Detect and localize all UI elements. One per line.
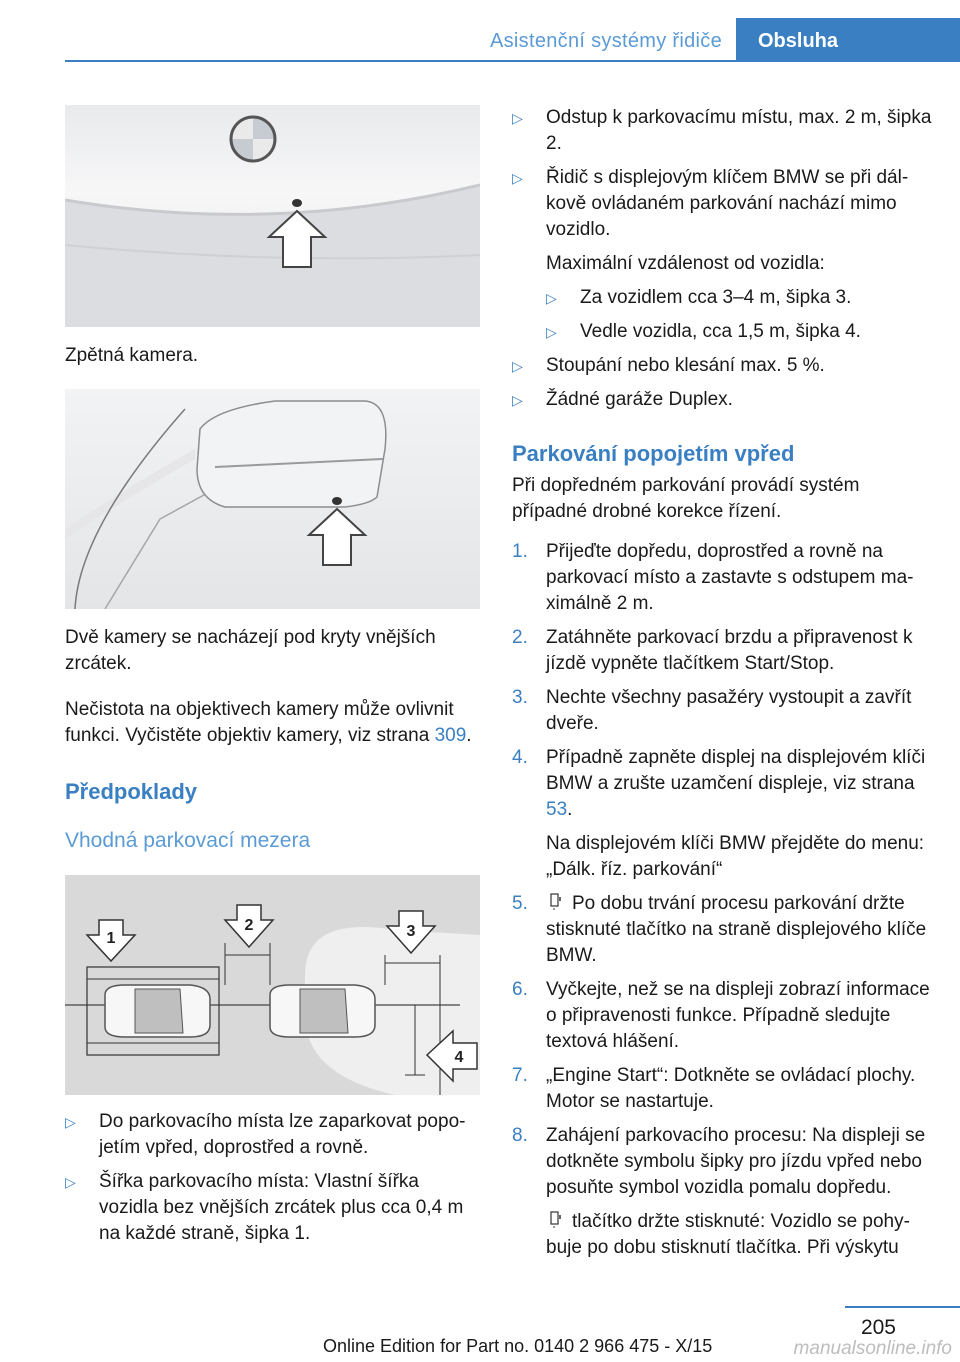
diagram-label-2: 2 — [244, 917, 254, 934]
rear-camera-illustration — [65, 105, 480, 327]
step-8-note: tlačítko držte stisknuté: Vozidlo se pohybuje po dobu stisknutí tlačítka. Při výskytu — [546, 1211, 910, 1258]
list-item: ▷ Do parkovacího místa lze zaparkovat popojetím vpřed, doprostřed a rovně. — [65, 1111, 466, 1158]
step-item: 2. Zatáhněte parkovací brzdu a připravenost k jízdě vypněte tlačítkem Start/Stop. — [512, 627, 913, 674]
diagram-label-4: 4 — [454, 1049, 464, 1066]
parking-space-diagram — [65, 875, 480, 1095]
list-item: ▷ Řidič s displejovým klíčem BMW se při dálkově ovládaném parkování nachází mimo vozidlo. Maximální vzdálenost od vozidla: ▷ Za vozidlem cca 3–4 m, šipka 3. ▷ Vedle vozidla, cca 1,5 m, šipka 4. — [512, 165, 932, 345]
intro-paragraph: Při dopředném parkování provádí systém případné drobné korekce řízení. — [512, 475, 860, 522]
heading-predpoklady: Předpoklady — [65, 779, 198, 804]
side-button-icon — [550, 893, 562, 911]
step-item: 4. Případně zapněte displej na displejovém klíči BMW a zrušte uzamčení displeje, viz strana 53. Na displejovém klíči BMW přejděte do menu: „Dálk. říz. parkování“ — [512, 745, 932, 883]
triangle-bullet-icon: ▷ — [512, 358, 523, 374]
triangle-bullet-icon: ▷ — [546, 324, 557, 340]
header-section-title: Asistenční systémy řidiče — [489, 30, 722, 52]
car-2-icon — [270, 985, 375, 1037]
list-item: ▷ Odstup k parkovacímu místu, max. 2 m, šipka 2. — [512, 107, 932, 154]
max-distance-label: Maximální vzdálenost od vozidla: — [546, 253, 825, 274]
left-column — [65, 105, 480, 1255]
step-item: 6. Vyčkejte, než se na displeji zobrazí informace o připravenosti funkce. Případně sledujte textová hlášení. — [512, 979, 930, 1052]
steps-list — [512, 539, 932, 1261]
diagram-label-3: 3 — [406, 923, 416, 940]
diagram-label-1: 1 — [106, 930, 116, 947]
page-link-309[interactable]: 309 — [434, 725, 467, 746]
caption-rear-camera: Zpětná kamera. — [65, 345, 199, 366]
requirements-list-left — [65, 1109, 480, 1247]
step-item: 7. „Engine Start“: Dotkněte se ovládací plochy. Motor se nastartuje. — [512, 1065, 916, 1112]
triangle-bullet-icon: ▷ — [512, 170, 523, 186]
side-mirror-illustration — [65, 389, 480, 609]
triangle-bullet-icon: ▷ — [512, 392, 523, 408]
step-4-note: Na displejovém klíči BMW přejděte do menu: „Dálk. říz. parkování“ — [546, 833, 925, 880]
parking-diagram-illustration — [65, 875, 480, 1095]
page-link-53[interactable]: 53 — [546, 799, 568, 820]
page-number: 205 — [860, 1316, 896, 1339]
triangle-bullet-icon: ▷ — [546, 290, 557, 306]
side-button-icon — [550, 1211, 562, 1229]
step-item: 1. Přijeďte dopředu, doprostřed a rovně na parkovací místo a zastavte s odstupem maximálně 2 m. — [512, 541, 914, 614]
right-column — [512, 105, 932, 1269]
list-item: ▷ Za vozidlem cca 3–4 m, šipka 3. — [546, 285, 932, 311]
footer-rule — [845, 1306, 960, 1308]
step-item: 3. Nechte všechny pasažéry vystoupit a zavřít dveře. — [512, 687, 912, 734]
heading-parkovani-vpred: Parkování popojetím vpřed — [512, 441, 795, 466]
heading-vhodna-mezera: Vhodná parkovací mezera — [65, 829, 311, 852]
arrow-up-icon — [309, 509, 365, 565]
side-camera-figure — [65, 389, 480, 609]
header-tab-obsluha — [736, 18, 960, 62]
header-tab-label: Obsluha — [758, 30, 839, 52]
rear-camera-figure — [65, 105, 480, 327]
list-item: ▷ Šířka parkovacího místa: Vlastní šířka vozidla bez vnějších zrcátek plus cca 0,4 m na každé straně, šipka 1. — [65, 1171, 464, 1244]
triangle-bullet-icon: ▷ — [65, 1114, 76, 1130]
distance-sublist — [546, 285, 932, 345]
triangle-bullet-icon: ▷ — [512, 110, 523, 126]
caption-side-cameras: Dvě kamery se nacházejí pod kryty vnějších zrcátek. — [65, 627, 436, 674]
step-item: 8. Zahájení parkovacího procesu: Na displeji se dotkněte symbolu šipky pro jízdu vpřed nebo posuňte symbol vozidla pomalu dopředu. tlačítko držte stisknuté: Vozidlo se pohybuje po dobu stisknutí tlačítka. Při výskytu — [512, 1123, 932, 1261]
list-item: ▷ Vedle vozidla, cca 1,5 m, šipka 4. — [546, 319, 932, 345]
step-item: 5. Po dobu trvání procesu parkování držte stisknuté tlačítko na straně displejového klíče BMW. — [512, 893, 927, 966]
camera-lens-icon — [292, 199, 302, 207]
list-item: ▷ Žádné garáže Duplex. — [512, 387, 932, 413]
camera-lens-icon — [332, 497, 342, 505]
car-1-icon — [105, 985, 210, 1037]
requirements-list-right — [512, 105, 932, 413]
footer-edition: Online Edition for Part no. 0140 2 966 475 - X/15 — [323, 1336, 713, 1356]
camera-cleaning-note: Nečistota na objektivech kamery může ovlivnit funkci. Vyčistěte objektiv kamery, viz strana 309. — [65, 699, 472, 746]
watermark: manualsonline.info — [793, 1338, 952, 1359]
triangle-bullet-icon: ▷ — [65, 1174, 76, 1190]
list-item: ▷ Stoupání nebo klesání max. 5 %. — [512, 353, 932, 379]
